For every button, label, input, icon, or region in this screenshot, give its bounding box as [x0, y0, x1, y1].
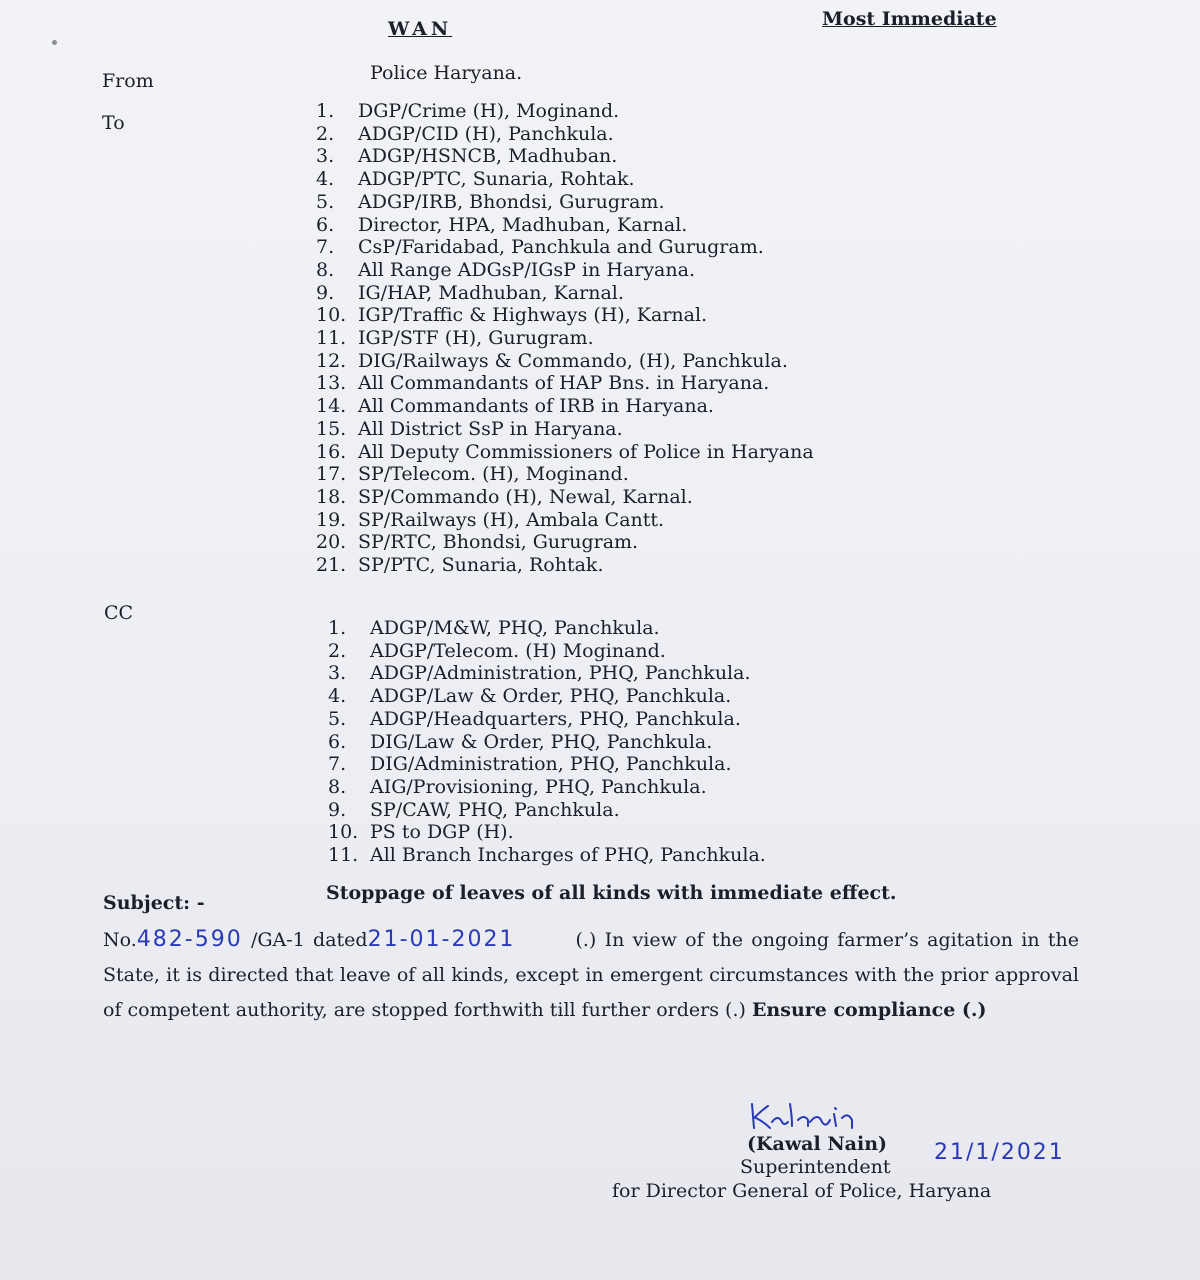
recipient-item-text: All Range ADGsP/IGsP in Haryana.: [358, 258, 695, 281]
memo-date-handwritten: 21-01-2021: [367, 927, 516, 952]
cc-item-number: 9.: [328, 798, 347, 821]
recipient-item: [316, 372, 814, 395]
signatory-office: for Director General of Police, Haryana: [612, 1180, 992, 1202]
recipient-item-text: CsP/Faridabad, Panchkula and Gurugram.: [358, 236, 764, 259]
cc-item-number: 4.: [328, 685, 347, 708]
cc-item-text: ADGP/Telecom. (H) Moginand.: [370, 639, 666, 662]
recipient-item: [316, 418, 814, 441]
paper-speck: [52, 40, 57, 45]
recipient-item-text: DIG/Railways & Commando, (H), Panchkula.: [358, 349, 788, 372]
cc-item-number: 8.: [328, 775, 347, 798]
recipient-item: [316, 214, 814, 237]
recipient-item-text: SP/Commando (H), Newal, Karnal.: [358, 485, 693, 508]
recipient-item: [316, 531, 814, 554]
cc-item-text: ADGP/Law & Order, PHQ, Panchkula.: [370, 685, 732, 708]
recipient-item: [316, 327, 814, 350]
recipient-item: [316, 191, 814, 214]
recipient-item-text: SP/RTC, Bhondsi, Gurugram.: [358, 531, 639, 554]
priority-label: Most Immediate: [822, 8, 997, 30]
cc-item-text: AIG/Provisioning, PHQ, Panchkula.: [370, 775, 707, 798]
recipient-item-number: 19.: [316, 508, 347, 531]
cc-item: [328, 708, 766, 731]
cc-item-number: 7.: [328, 753, 347, 776]
recipient-item: [316, 441, 814, 464]
recipient-item-number: 10.: [316, 304, 347, 327]
recipient-item-number: 7.: [316, 236, 335, 259]
recipient-item-number: 3.: [316, 145, 335, 168]
recipient-item-text: SP/Railways (H), Ambala Cantt.: [358, 508, 665, 531]
recipient-item-text: ADGP/PTC, Sunaria, Rohtak.: [358, 168, 635, 191]
recipient-item-text: All District SsP in Haryana.: [358, 417, 623, 440]
recipient-item-number: 9.: [316, 281, 335, 304]
recipient-item-text: ADGP/IRB, Bhondsi, Gurugram.: [358, 190, 665, 213]
cc-item: [328, 662, 766, 685]
cc-item-text: PS to DGP (H).: [370, 821, 514, 844]
signatory-designation: Superintendent: [740, 1156, 891, 1178]
recipient-item-number: 6.: [316, 213, 335, 236]
cc-item: [328, 731, 766, 754]
recipient-item: [316, 123, 814, 146]
cc-item-number: 11.: [328, 844, 359, 867]
memo-reference: /GA-1 dated: [250, 929, 368, 951]
cc-item-text: SP/CAW, PHQ, Panchkula.: [370, 798, 620, 821]
recipient-item-text: All Deputy Commissioners of Police in Haryana: [358, 440, 814, 463]
recipient-item: [316, 282, 814, 305]
cc-item-text: All Branch Incharges of PHQ, Panchkula.: [370, 844, 766, 867]
cc-item: [328, 776, 766, 799]
cc-item-number: 5.: [328, 707, 347, 730]
cc-item-text: ADGP/M&W, PHQ, Panchkula.: [370, 617, 660, 639]
recipient-item-number: 16.: [316, 440, 347, 463]
recipient-item: [316, 463, 814, 486]
cc-item-text: ADGP/Administration, PHQ, Panchkula.: [370, 662, 751, 685]
recipient-item-number: 15.: [316, 417, 347, 440]
cc-item-text: ADGP/Headquarters, PHQ, Panchkula.: [370, 707, 741, 730]
recipient-item-number: 5.: [316, 190, 335, 213]
recipient-item: [316, 168, 814, 191]
recipient-item-text: DGP/Crime (H), Moginand.: [358, 100, 620, 122]
recipient-item-text: All Commandants of HAP Bns. in Haryana.: [358, 372, 770, 395]
cc-list: [328, 617, 766, 867]
recipient-item-number: 11.: [316, 327, 347, 350]
recipient-item-number: 18.: [316, 485, 347, 508]
cc-item: [328, 799, 766, 822]
recipient-item-number: 4.: [316, 168, 335, 191]
cc-item: [328, 617, 766, 640]
cc-item: [328, 753, 766, 776]
recipient-item: [316, 395, 814, 418]
recipient-item-text: SP/Telecom. (H), Moginand.: [358, 463, 629, 486]
from-value: Police Haryana.: [370, 62, 523, 84]
recipient-item-number: 1.: [316, 100, 335, 122]
recipient-item: [316, 236, 814, 259]
recipient-item: [316, 486, 814, 509]
recipient-item-text: Director, HPA, Madhuban, Karnal.: [358, 213, 688, 236]
message-body: [103, 922, 1079, 1028]
memo-number-prefix: No.: [103, 929, 137, 951]
recipient-item-number: 21.: [316, 554, 347, 577]
cc-item-text: DIG/Administration, PHQ, Panchkula.: [370, 753, 732, 776]
cc-label: CC: [104, 602, 134, 624]
recipient-item-number: 13.: [316, 372, 347, 395]
recipient-item: [316, 554, 814, 577]
cc-item: [328, 844, 766, 867]
recipient-item: [316, 304, 814, 327]
cc-item: [328, 685, 766, 708]
recipient-item-number: 8.: [316, 258, 335, 281]
recipient-item-number: 17.: [316, 463, 347, 486]
recipient-item-text: IGP/STF (H), Gurugram.: [358, 327, 594, 350]
cc-item-number: 3.: [328, 662, 347, 685]
recipient-item: [316, 509, 814, 532]
cc-item-text: DIG/Law & Order, PHQ, Panchkula.: [370, 730, 713, 753]
message-closing: Ensure compliance (.): [751, 999, 987, 1021]
recipient-item-text: SP/PTC, Sunaria, Rohtak.: [358, 554, 604, 577]
subject-text: Stoppage of leaves of all kinds with immediate effect.: [326, 882, 897, 904]
subject-label: Subject: -: [103, 892, 205, 914]
recipient-item: [316, 350, 814, 373]
cc-item-number: 1.: [328, 617, 347, 639]
recipient-item-number: 2.: [316, 122, 335, 145]
recipient-list: [316, 100, 814, 577]
cc-item-number: 2.: [328, 639, 347, 662]
cc-item-number: 10.: [328, 821, 359, 844]
recipient-item-text: IG/HAP, Madhuban, Karnal.: [358, 281, 624, 304]
recipient-item-number: 12.: [316, 349, 347, 372]
document-title: WAN: [388, 18, 453, 40]
recipient-item-text: ADGP/CID (H), Panchkula.: [358, 122, 614, 145]
signature-date-handwritten: 21/1/2021: [934, 1140, 1065, 1165]
recipient-item-text: All Commandants of IRB in Haryana.: [358, 395, 714, 418]
recipient-item: [316, 145, 814, 168]
recipient-item-text: ADGP/HSNCB, Madhuban.: [358, 145, 618, 168]
recipient-item: [316, 259, 814, 282]
memo-number-handwritten: 482-590: [136, 927, 243, 952]
signatory-name: (Kawal Nain): [747, 1133, 888, 1155]
message-text: (.) In view of the ongoing farmer’s agitation in the State, it is directed that leave of all kinds, except in emergent circumstances with the prior approval of competent authority, are stopped forthwith till further orders (.): [103, 929, 1079, 1021]
cc-item-number: 6.: [328, 730, 347, 753]
recipient-item-number: 20.: [316, 531, 347, 554]
to-label: To: [102, 112, 125, 134]
cc-item: [328, 640, 766, 663]
cc-item: [328, 821, 766, 844]
recipient-item-text: IGP/Traffic & Highways (H), Karnal.: [358, 304, 708, 327]
recipient-item: [316, 100, 814, 123]
from-label: From: [102, 70, 154, 92]
recipient-item-number: 14.: [316, 395, 347, 418]
